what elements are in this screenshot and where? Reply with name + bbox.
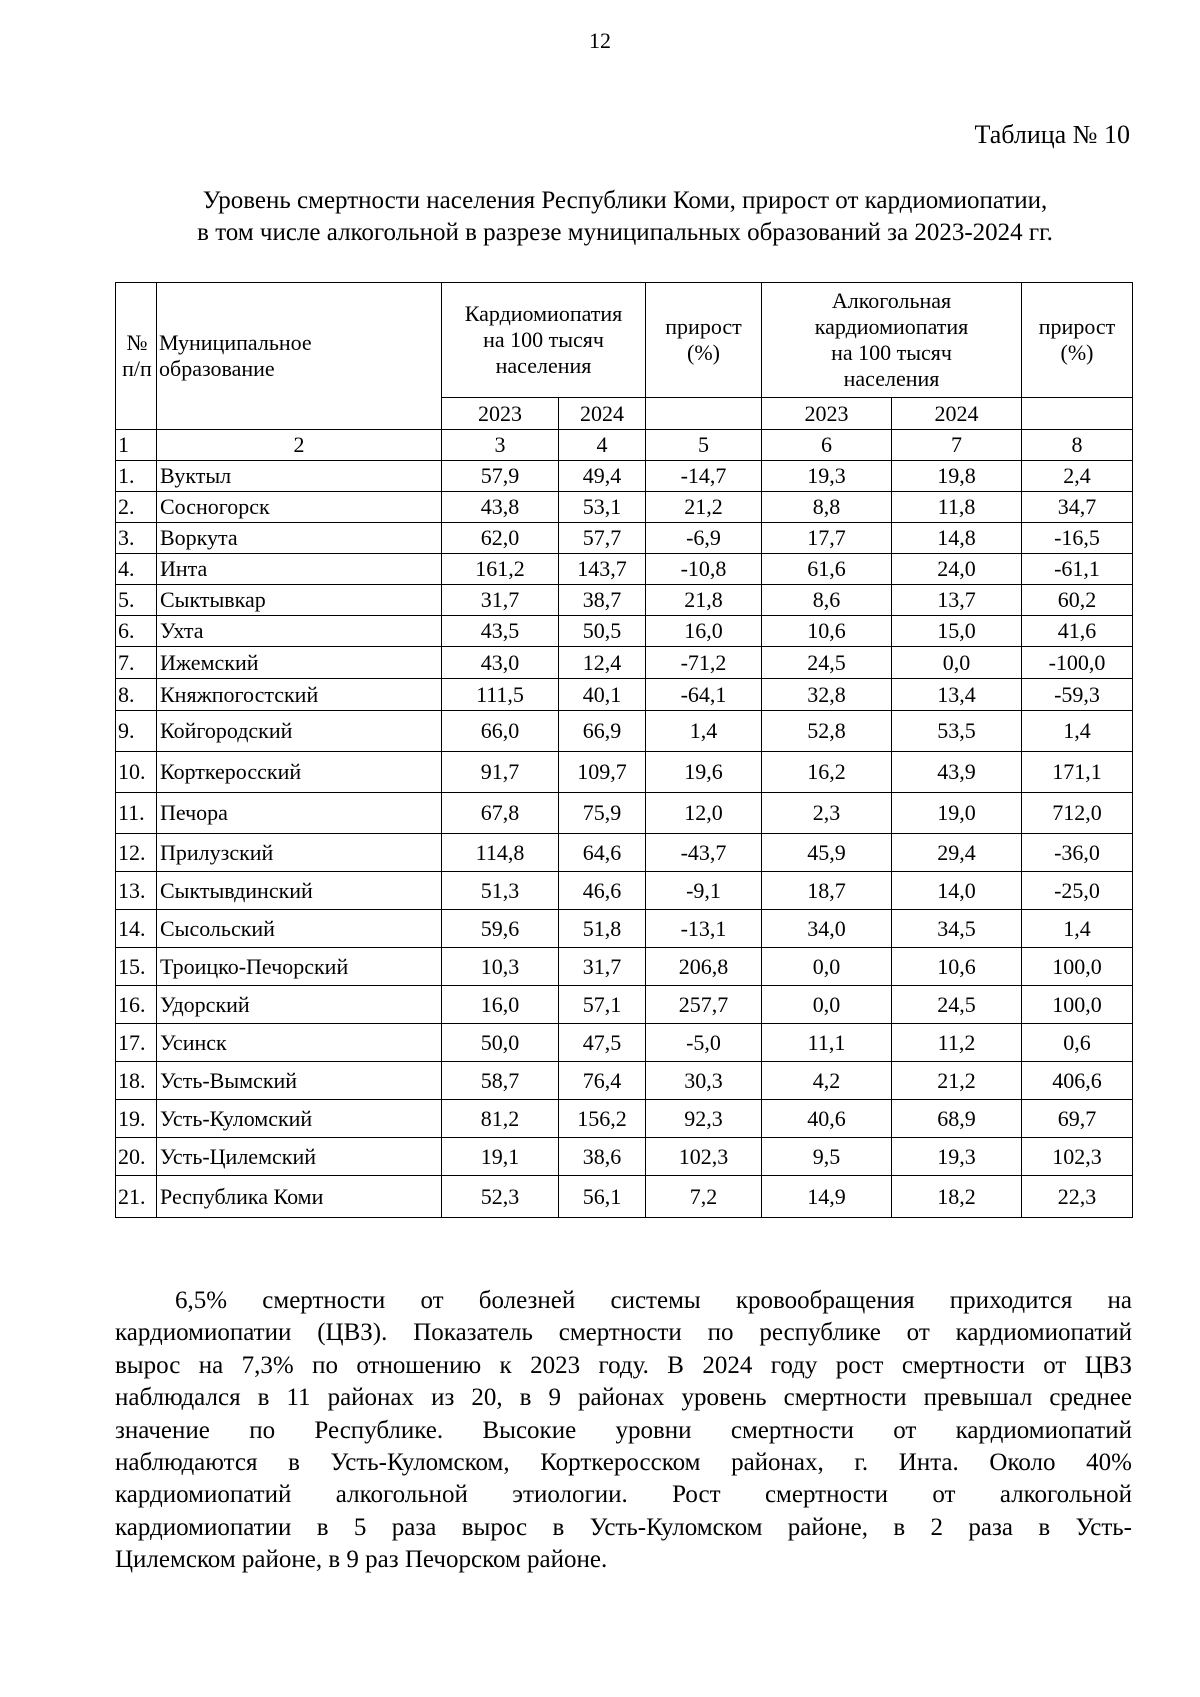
value-cell: 14,0: [892, 872, 1022, 910]
value-cell: 40,1: [559, 679, 646, 711]
value-cell: 16,2: [762, 752, 892, 793]
table-caption: [115, 185, 1135, 249]
value-cell: 43,8: [442, 492, 559, 523]
value-cell: -100,0: [1022, 647, 1133, 679]
municipality-cell: Удорский: [157, 986, 442, 1024]
header-cell-growth: [646, 283, 762, 398]
value-cell: 24,5: [892, 986, 1022, 1024]
value-cell: 17,7: [762, 523, 892, 554]
value-cell: 52,8: [762, 711, 892, 752]
value-cell: -36,0: [1022, 834, 1133, 872]
municipality-cell: Инта: [157, 554, 442, 585]
row-number-cell: 3.: [116, 523, 157, 554]
value-cell: 19,8: [892, 461, 1022, 492]
paragraph-line: кардиомиопатии (ЦВЗ). Показатель смертности по республике от кардиомиопатий: [115, 1319, 1132, 1347]
header-cell-cardio: [442, 283, 646, 398]
value-cell: 14,8: [892, 523, 1022, 554]
value-cell: -43,7: [646, 834, 762, 872]
value-cell: 1,4: [646, 711, 762, 752]
value-cell: 1,4: [1022, 910, 1133, 948]
value-cell: -14,7: [646, 461, 762, 492]
municipality-cell: Корткеросский: [157, 752, 442, 793]
header-text: на 100 тысяч: [831, 340, 952, 365]
municipality-cell: Койгородский: [157, 711, 442, 752]
paragraph-line: наблюдаются в Усть-Куломском, Корткеросском районах, г. Инта. Около 40%: [115, 1449, 1132, 1477]
value-cell: 143,7: [559, 554, 646, 585]
row-number-cell: 18.: [116, 1062, 157, 1100]
value-cell: -71,2: [646, 647, 762, 679]
value-cell: 156,2: [559, 1100, 646, 1138]
value-cell: 76,4: [559, 1062, 646, 1100]
value-cell: 12,0: [646, 793, 762, 834]
table-body: [116, 461, 1133, 1218]
value-cell: 69,7: [1022, 1100, 1133, 1138]
row-number-cell: 12.: [116, 834, 157, 872]
municipality-cell: Сысольский: [157, 910, 442, 948]
value-cell: 8,6: [762, 585, 892, 616]
value-cell: 47,5: [559, 1024, 646, 1062]
value-cell: 43,0: [442, 647, 559, 679]
body-paragraph: [115, 1285, 1132, 1577]
value-cell: 40,6: [762, 1100, 892, 1138]
value-cell: 100,0: [1022, 948, 1133, 986]
value-cell: 45,9: [762, 834, 892, 872]
row-number-cell: 9.: [116, 711, 157, 752]
value-cell: -9,1: [646, 872, 762, 910]
paragraph-line: 6,5% смертности от болезней системы кровообращения приходится на: [175, 1287, 1132, 1314]
table-row: [116, 1176, 1133, 1218]
value-cell: 8,8: [762, 492, 892, 523]
header-text: Алкогольная: [831, 288, 952, 313]
value-cell: 34,7: [1022, 492, 1133, 523]
value-cell: 57,7: [559, 523, 646, 554]
value-cell: 21,2: [646, 492, 762, 523]
value-cell: 57,1: [559, 986, 646, 1024]
page-number: 12: [589, 28, 611, 53]
value-cell: 161,2: [442, 554, 559, 585]
value-cell: 32,8: [762, 679, 892, 711]
value-cell: 49,4: [559, 461, 646, 492]
value-cell: -25,0: [1022, 872, 1133, 910]
row-number-cell: 5.: [116, 585, 157, 616]
column-number-cell: 5: [646, 430, 762, 461]
header-text: (%): [687, 340, 720, 365]
table-row: [116, 752, 1133, 793]
row-number-cell: 6.: [116, 616, 157, 647]
value-cell: 24,5: [762, 647, 892, 679]
value-cell: 43,5: [442, 616, 559, 647]
table-row: [116, 647, 1133, 679]
paragraph-line: наблюдался в 11 районах из 20, в 9 районах уровень смертности превышал среднее: [115, 1384, 1132, 1412]
value-cell: 18,7: [762, 872, 892, 910]
table-row: [116, 1024, 1133, 1062]
header-cell-alco-growth: [1022, 283, 1133, 398]
table-row: [116, 679, 1133, 711]
paragraph-line: значение по Республике. Высокие уровни смертности от кардиомиопатий: [115, 1416, 1132, 1444]
municipality-cell: Усть-Цилемский: [157, 1138, 442, 1176]
value-cell: -59,3: [1022, 679, 1133, 711]
value-cell: 43,9: [892, 752, 1022, 793]
row-number-cell: 21.: [116, 1176, 157, 1218]
header-text: п/п: [122, 356, 152, 381]
caption-line: Уровень смертности населения Республики Коми, прирост от кардиомиопатии,: [202, 187, 1048, 214]
column-number-cell: 2: [157, 430, 442, 461]
value-cell: 16,0: [646, 616, 762, 647]
mortality-table: [115, 282, 1133, 1218]
value-cell: 57,9: [442, 461, 559, 492]
header-row: [116, 283, 1133, 398]
paragraph-line: Цилемском районе, в 9 раз Печорском районе.: [115, 1546, 608, 1574]
value-cell: 206,8: [646, 948, 762, 986]
table-row: [116, 1100, 1133, 1138]
value-cell: -6,9: [646, 523, 762, 554]
value-cell: 29,4: [892, 834, 1022, 872]
empty-cell: [646, 398, 762, 430]
value-cell: 0,6: [1022, 1024, 1133, 1062]
table-row: [116, 585, 1133, 616]
header-text: (%): [1060, 340, 1094, 365]
row-number-cell: 4.: [116, 554, 157, 585]
municipality-cell: Усть-Вымский: [157, 1062, 442, 1100]
municipality-cell: Республика Коми: [157, 1176, 442, 1218]
column-number-cell: 3: [442, 430, 559, 461]
value-cell: 61,6: [762, 554, 892, 585]
table-row: [116, 461, 1133, 492]
municipality-cell: Троицко-Печорский: [157, 948, 442, 986]
value-cell: 15,0: [892, 616, 1022, 647]
value-cell: 114,8: [442, 834, 559, 872]
header-text: №: [126, 330, 148, 355]
table-row: [116, 948, 1133, 986]
value-cell: 712,0: [1022, 793, 1133, 834]
header-text: на 100 тысяч: [483, 327, 604, 352]
value-cell: 109,7: [559, 752, 646, 793]
value-cell: 91,7: [442, 752, 559, 793]
table-row: [116, 793, 1133, 834]
value-cell: 58,7: [442, 1062, 559, 1100]
value-cell: 102,3: [646, 1138, 762, 1176]
year-cell: 2024: [892, 398, 1022, 430]
municipality-cell: Сыктывкар: [157, 585, 442, 616]
row-number-cell: 17.: [116, 1024, 157, 1062]
value-cell: 34,0: [762, 910, 892, 948]
header-text: Муниципальное: [159, 330, 312, 355]
row-number-cell: 7.: [116, 647, 157, 679]
row-number-cell: 20.: [116, 1138, 157, 1176]
column-number-cell: 7: [892, 430, 1022, 461]
value-cell: 10,3: [442, 948, 559, 986]
row-number-cell: 10.: [116, 752, 157, 793]
value-cell: 19,6: [646, 752, 762, 793]
table-row: [116, 492, 1133, 523]
value-cell: 24,0: [892, 554, 1022, 585]
municipality-cell: Ижемский: [157, 647, 442, 679]
municipality-cell: Вуктыл: [157, 461, 442, 492]
header-text: Кардиомиопатия: [464, 301, 623, 326]
value-cell: 9,5: [762, 1138, 892, 1176]
table-row: [116, 834, 1133, 872]
value-cell: 0,0: [762, 986, 892, 1024]
table-row: [116, 910, 1133, 948]
value-cell: 100,0: [1022, 986, 1133, 1024]
row-number-cell: 13.: [116, 872, 157, 910]
value-cell: 30,3: [646, 1062, 762, 1100]
value-cell: 67,8: [442, 793, 559, 834]
paragraph-line: кардиомиопатий алкогольной этиологии. Рост смертности от алкогольной: [115, 1481, 1132, 1509]
municipality-cell: Воркута: [157, 523, 442, 554]
municipality-cell: Ухта: [157, 616, 442, 647]
row-number-cell: 8.: [116, 679, 157, 711]
municipality-cell: Печора: [157, 793, 442, 834]
value-cell: 68,9: [892, 1100, 1022, 1138]
value-cell: 22,3: [1022, 1176, 1133, 1218]
value-cell: 46,6: [559, 872, 646, 910]
paragraph-line: вырос на 7,3% по отношению к 2023 году. В 2024 году рост смертности от ЦВЗ: [115, 1351, 1132, 1379]
value-cell: 50,0: [442, 1024, 559, 1062]
table-row: [116, 554, 1133, 585]
value-cell: 51,3: [442, 872, 559, 910]
value-cell: 51,8: [559, 910, 646, 948]
value-cell: 257,7: [646, 986, 762, 1024]
value-cell: 50,5: [559, 616, 646, 647]
column-number-cell: 8: [1022, 430, 1133, 461]
table-row: [116, 523, 1133, 554]
table-row: [116, 616, 1133, 647]
caption-line: в том числе алкогольной в разрезе муниципальных образований за 2023-2024 гг.: [197, 219, 1053, 246]
value-cell: 21,2: [892, 1062, 1022, 1100]
value-cell: -64,1: [646, 679, 762, 711]
value-cell: 406,6: [1022, 1062, 1133, 1100]
header-cell-num: [116, 283, 157, 430]
row-number-cell: 16.: [116, 986, 157, 1024]
value-cell: 38,7: [559, 585, 646, 616]
row-number-cell: 15.: [116, 948, 157, 986]
value-cell: 4,2: [762, 1062, 892, 1100]
value-cell: 18,2: [892, 1176, 1022, 1218]
value-cell: 75,9: [559, 793, 646, 834]
value-cell: 66,0: [442, 711, 559, 752]
value-cell: 34,5: [892, 910, 1022, 948]
value-cell: 19,0: [892, 793, 1022, 834]
column-number-row: [116, 430, 1133, 461]
table-row: [116, 1062, 1133, 1100]
value-cell: 56,1: [559, 1176, 646, 1218]
value-cell: 41,6: [1022, 616, 1133, 647]
value-cell: 7,2: [646, 1176, 762, 1218]
value-cell: 13,7: [892, 585, 1022, 616]
value-cell: 38,6: [559, 1138, 646, 1176]
value-cell: 81,2: [442, 1100, 559, 1138]
header-text: населения: [843, 366, 940, 391]
value-cell: 92,3: [646, 1100, 762, 1138]
municipality-cell: Княжпогостский: [157, 679, 442, 711]
value-cell: 14,9: [762, 1176, 892, 1218]
value-cell: 31,7: [442, 585, 559, 616]
value-cell: -13,1: [646, 910, 762, 948]
municipality-cell: Усть-Куломский: [157, 1100, 442, 1138]
value-cell: 0,0: [892, 647, 1022, 679]
value-cell: 11,8: [892, 492, 1022, 523]
value-cell: 60,2: [1022, 585, 1133, 616]
municipality-cell: Сосногорск: [157, 492, 442, 523]
value-cell: 64,6: [559, 834, 646, 872]
value-cell: 11,2: [892, 1024, 1022, 1062]
header-text: прирост: [665, 314, 742, 339]
value-cell: 62,0: [442, 523, 559, 554]
value-cell: -10,8: [646, 554, 762, 585]
row-number-cell: 1.: [116, 461, 157, 492]
header-cell-alco: [762, 283, 1022, 398]
table-row: [116, 872, 1133, 910]
header-text: прирост: [1038, 314, 1116, 339]
value-cell: 102,3: [1022, 1138, 1133, 1176]
empty-cell: [1022, 398, 1133, 430]
value-cell: 171,1: [1022, 752, 1133, 793]
value-cell: 21,8: [646, 585, 762, 616]
table-row: [116, 1138, 1133, 1176]
value-cell: 2,4: [1022, 461, 1133, 492]
value-cell: 19,3: [762, 461, 892, 492]
value-cell: 10,6: [892, 948, 1022, 986]
municipality-cell: Усинск: [157, 1024, 442, 1062]
value-cell: 0,0: [762, 948, 892, 986]
year-cell: 2023: [442, 398, 559, 430]
value-cell: 53,1: [559, 492, 646, 523]
value-cell: -16,5: [1022, 523, 1133, 554]
year-cell: 2024: [559, 398, 646, 430]
value-cell: -5,0: [646, 1024, 762, 1062]
value-cell: 12,4: [559, 647, 646, 679]
header-cell-municipality: [157, 283, 442, 430]
value-cell: 10,6: [762, 616, 892, 647]
column-number-cell: 4: [559, 430, 646, 461]
municipality-cell: Сыктывдинский: [157, 872, 442, 910]
value-cell: 111,5: [442, 679, 559, 711]
table-row: [116, 986, 1133, 1024]
row-number-cell: 11.: [116, 793, 157, 834]
value-cell: -61,1: [1022, 554, 1133, 585]
year-cell: 2023: [762, 398, 892, 430]
municipality-cell: Прилузский: [157, 834, 442, 872]
row-number-cell: 19.: [116, 1100, 157, 1138]
value-cell: 19,1: [442, 1138, 559, 1176]
value-cell: 16,0: [442, 986, 559, 1024]
table-row: [116, 711, 1133, 752]
column-number-cell: 6: [762, 430, 892, 461]
table-label: Таблица № 10: [974, 120, 1130, 149]
value-cell: 19,3: [892, 1138, 1022, 1176]
value-cell: 1,4: [1022, 711, 1133, 752]
header-text: населения: [495, 353, 592, 378]
value-cell: 59,6: [442, 910, 559, 948]
value-cell: 53,5: [892, 711, 1022, 752]
value-cell: 66,9: [559, 711, 646, 752]
value-cell: 52,3: [442, 1176, 559, 1218]
value-cell: 13,4: [892, 679, 1022, 711]
paragraph-line: кардиомиопатии в 5 раза вырос в Усть-Куломском районе, в 2 раза в Усть-: [115, 1513, 1132, 1541]
value-cell: 31,7: [559, 948, 646, 986]
value-cell: 11,1: [762, 1024, 892, 1062]
value-cell: 2,3: [762, 793, 892, 834]
header-text: кардиомиопатия: [814, 314, 969, 339]
row-number-cell: 14.: [116, 910, 157, 948]
column-number-cell: 1: [116, 430, 157, 461]
row-number-cell: 2.: [116, 492, 157, 523]
header-text: образование: [159, 356, 275, 381]
